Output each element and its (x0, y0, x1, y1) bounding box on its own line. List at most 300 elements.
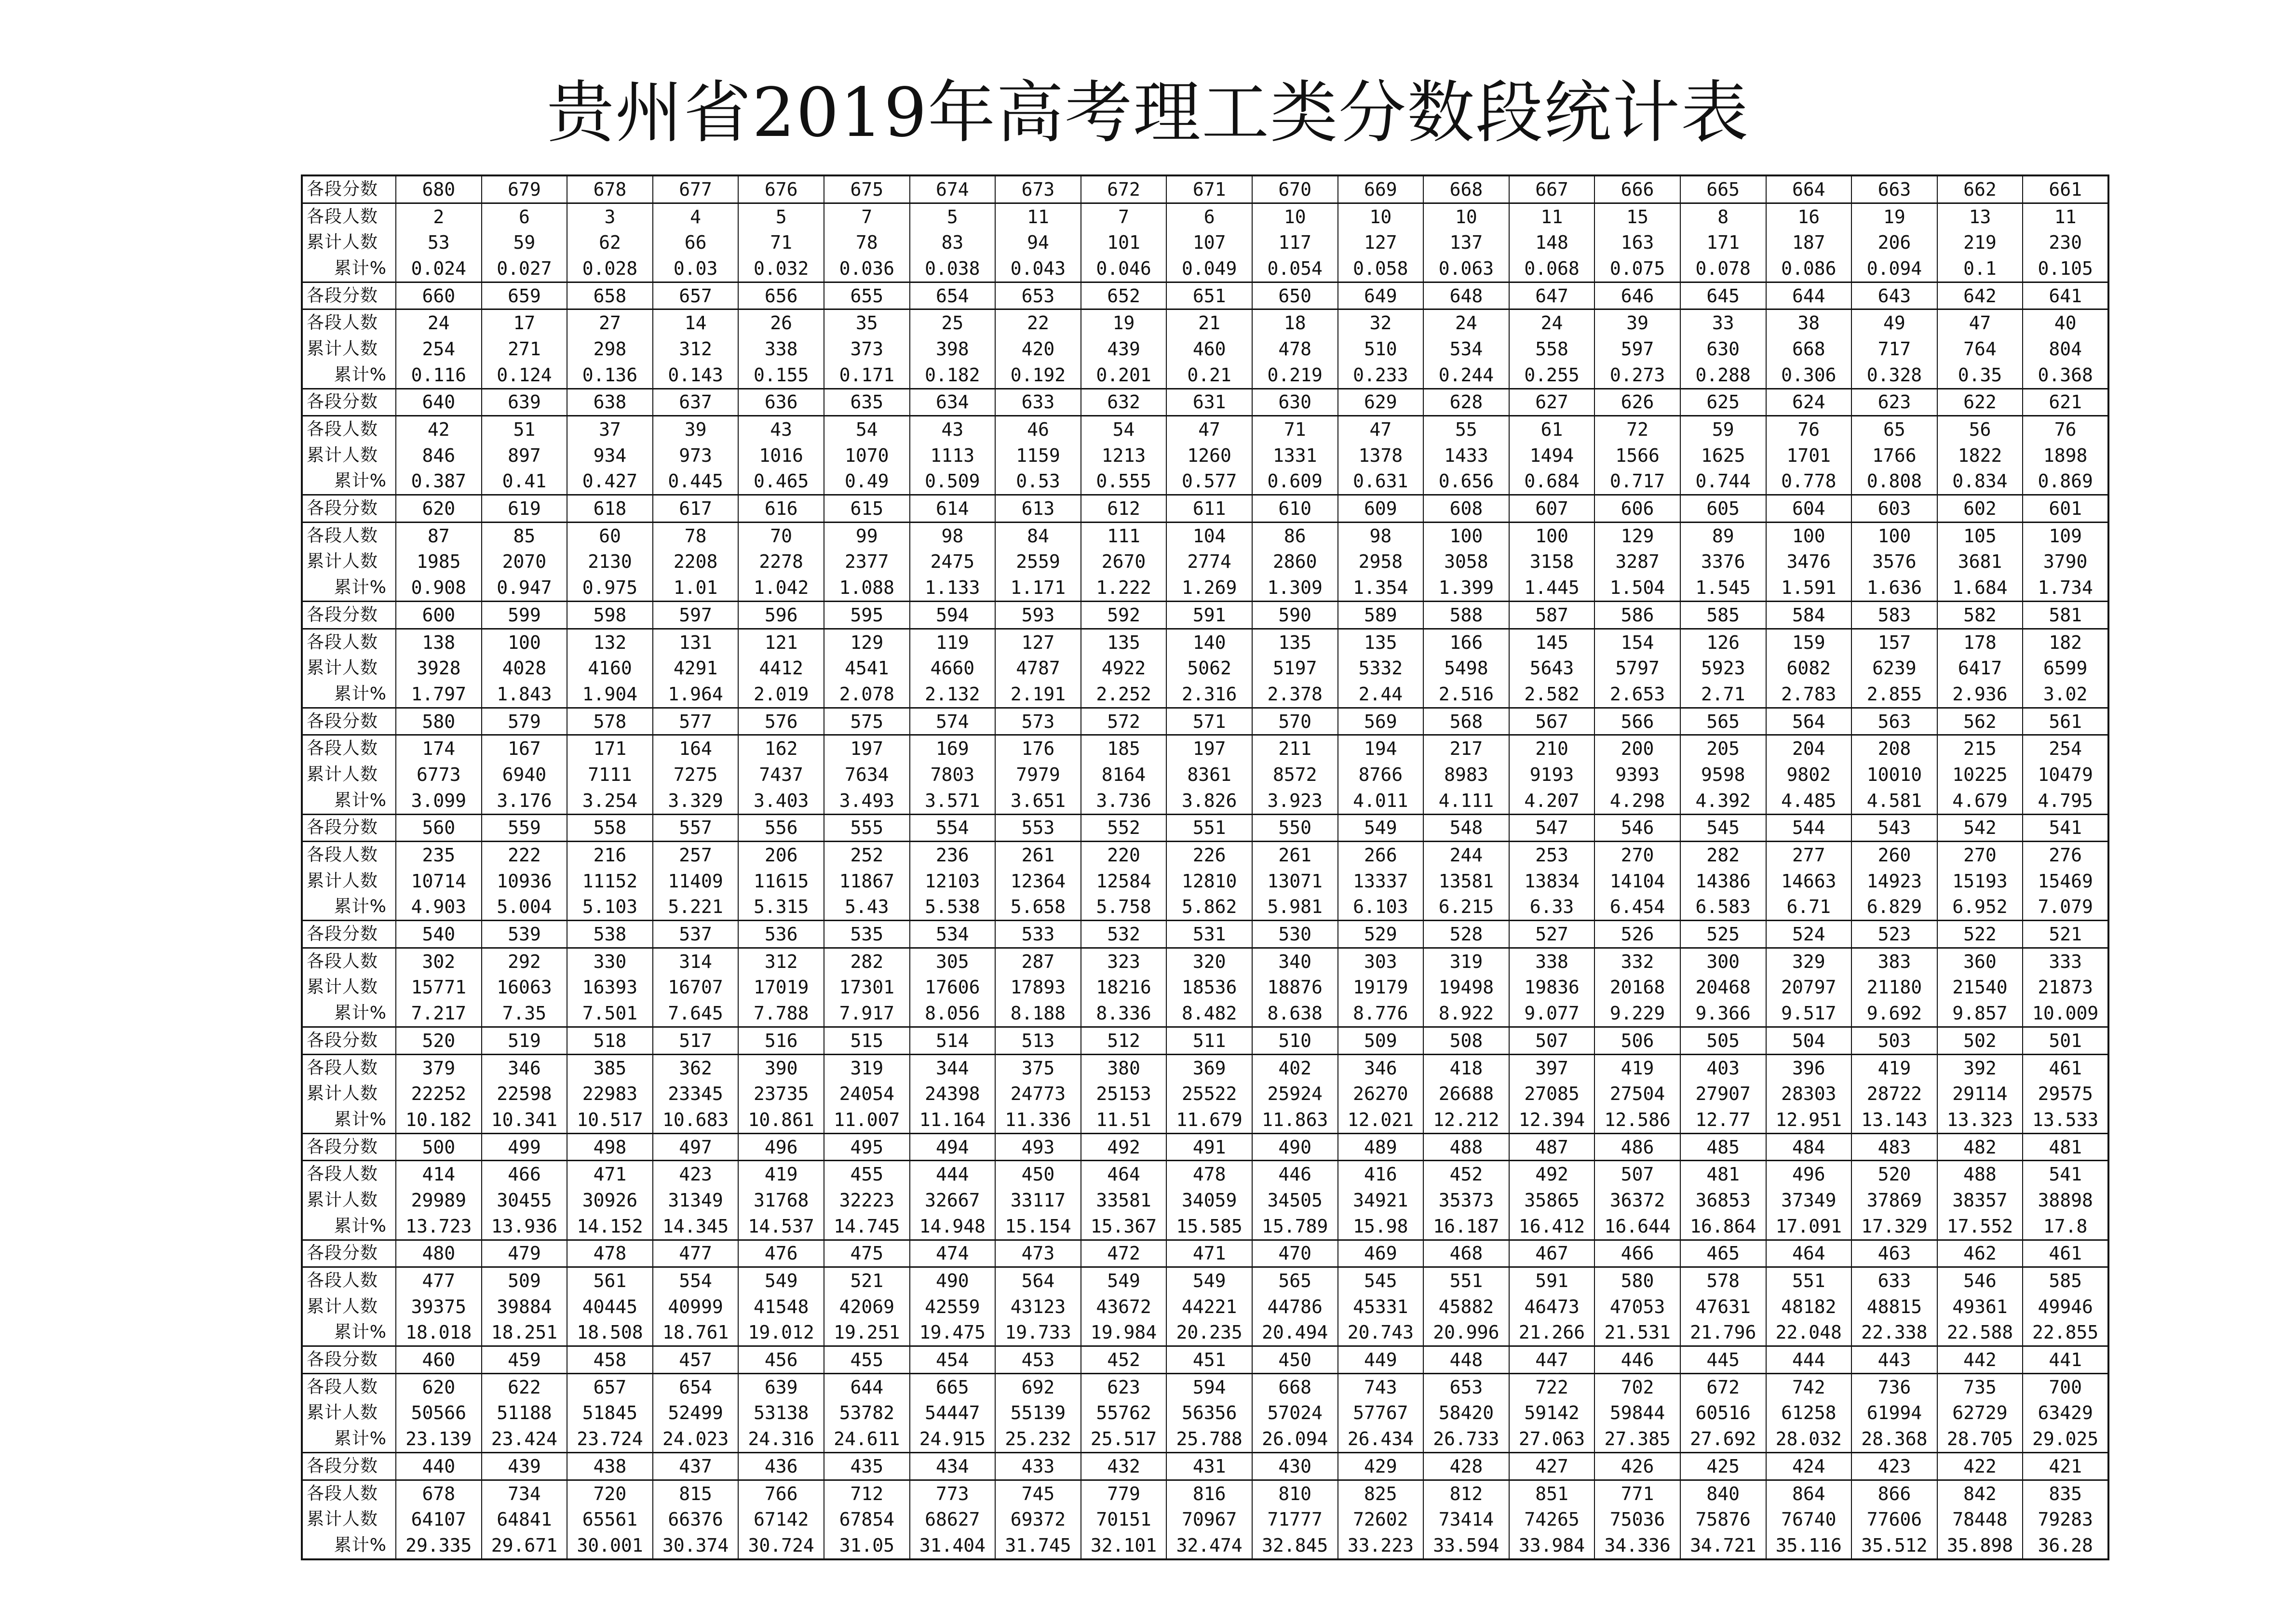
percent-cell: 6.952 (1937, 894, 2023, 921)
count-cell: 329 (1766, 948, 1852, 974)
cumulative-row (302, 762, 2108, 788)
cumulative-cell: 6940 (482, 762, 567, 788)
cumulative-cell: 460 (1166, 336, 1252, 362)
cumulative-cell: 4160 (567, 655, 653, 681)
score-cell: 653 (995, 282, 1081, 309)
score-cell: 594 (910, 602, 996, 629)
cumulative-cell: 42069 (824, 1294, 910, 1320)
count-row (302, 1161, 2108, 1187)
cumulative-row (302, 229, 2108, 255)
count-cell: 692 (995, 1373, 1081, 1400)
cumulative-cell: 7111 (567, 762, 653, 788)
count-cell: 2 (396, 203, 482, 229)
percent-cell: 25.232 (995, 1426, 1081, 1452)
count-cell: 6 (482, 203, 567, 229)
percent-row (302, 575, 2108, 601)
percent-cell: 3.403 (738, 788, 824, 814)
percent-cell: 1.964 (653, 681, 739, 708)
percent-cell: 9.229 (1594, 1000, 1680, 1027)
count-cell: 549 (738, 1267, 824, 1294)
count-cell: 423 (653, 1161, 739, 1187)
percent-cell: 0.201 (1081, 362, 1167, 389)
score-cell: 443 (1851, 1346, 1937, 1374)
cumulative-cell: 8766 (1338, 762, 1424, 788)
count-cell: 320 (1166, 948, 1252, 974)
count-cell: 39 (1594, 309, 1680, 336)
score-distribution-table (301, 174, 2109, 1560)
count-cell: 580 (1594, 1267, 1680, 1294)
score-cell: 507 (1509, 1027, 1595, 1055)
cumulative-cell: 4922 (1081, 655, 1167, 681)
score-cell: 509 (1338, 1027, 1424, 1055)
count-cell: 176 (995, 735, 1081, 762)
count-cell: 105 (1937, 522, 2023, 549)
count-cell: 194 (1338, 735, 1424, 762)
cumulative-cell: 7803 (910, 762, 996, 788)
score-cell: 551 (1166, 814, 1252, 842)
cumulative-cell: 4028 (482, 655, 567, 681)
percent-cell: 16.412 (1509, 1213, 1595, 1240)
percent-cell: 31.404 (910, 1532, 996, 1559)
cumulative-cell: 83 (910, 229, 996, 255)
cumulative-cell: 12103 (910, 868, 996, 894)
count-cell: 65 (1851, 416, 1937, 443)
count-cell: 623 (1081, 1373, 1167, 1400)
percent-cell: 6.215 (1423, 894, 1509, 921)
cumulative-cell: 53782 (824, 1400, 910, 1426)
cumulative-cell: 43672 (1081, 1294, 1167, 1320)
cumulative-cell: 11867 (824, 868, 910, 894)
count-cell: 140 (1166, 629, 1252, 655)
percent-cell: 7.788 (738, 1000, 824, 1027)
percent-cell: 0.53 (995, 469, 1081, 495)
cumulative-cell: 478 (1252, 336, 1338, 362)
percent-cell: 25.517 (1081, 1426, 1167, 1452)
percent-cell: 20.235 (1166, 1320, 1252, 1346)
cumulative-cell: 5923 (1680, 655, 1766, 681)
percent-cell: 5.758 (1081, 894, 1167, 921)
count-cell: 100 (1851, 522, 1937, 549)
cumulative-cell: 47631 (1680, 1294, 1766, 1320)
count-cell: 375 (995, 1054, 1081, 1081)
cumulative-row-label: 累计人数 (302, 1081, 396, 1107)
count-cell: 220 (1081, 842, 1167, 868)
percent-cell: 0.043 (995, 255, 1081, 282)
score-cell: 606 (1594, 495, 1680, 523)
cumulative-cell: 1113 (910, 443, 996, 469)
cumulative-cell: 33581 (1081, 1187, 1167, 1213)
percent-cell: 3.254 (567, 788, 653, 814)
cumulative-cell: 35373 (1423, 1187, 1509, 1213)
score-cell: 639 (482, 389, 567, 416)
percent-cell: 35.116 (1766, 1532, 1852, 1559)
cumulative-cell: 3681 (1937, 549, 2023, 575)
score-cell: 649 (1338, 282, 1424, 309)
cumulative-cell: 52499 (653, 1400, 739, 1426)
percent-cell: 4.207 (1509, 788, 1595, 814)
cumulative-cell: 67142 (738, 1506, 824, 1532)
count-cell: 362 (653, 1054, 739, 1081)
percent-cell: 0.171 (824, 362, 910, 389)
cumulative-cell: 101 (1081, 229, 1167, 255)
score-cell: 646 (1594, 282, 1680, 309)
cumulative-cell: 33117 (995, 1187, 1081, 1213)
cumulative-cell: 36372 (1594, 1187, 1680, 1213)
score-cell: 580 (396, 708, 482, 735)
score-cell: 667 (1509, 175, 1595, 203)
percent-cell: 0.244 (1423, 362, 1509, 389)
percent-cell: 18.251 (482, 1320, 567, 1346)
score-row-label: 各段分数 (302, 175, 396, 203)
score-row (302, 495, 2108, 523)
cumulative-cell: 127 (1338, 229, 1424, 255)
cumulative-cell: 38898 (2023, 1187, 2108, 1213)
percent-cell: 0.387 (396, 469, 482, 495)
count-cell: 37 (567, 416, 653, 443)
count-cell: 7 (1081, 203, 1167, 229)
count-cell: 211 (1252, 735, 1338, 762)
count-cell: 545 (1338, 1267, 1424, 1294)
score-cell: 584 (1766, 602, 1852, 629)
count-cell: 419 (1594, 1054, 1680, 1081)
score-cell: 581 (2023, 602, 2108, 629)
score-cell: 593 (995, 602, 1081, 629)
cumulative-cell: 46473 (1509, 1294, 1595, 1320)
score-row-label: 各段分数 (302, 1346, 396, 1374)
percent-cell: 1.01 (653, 575, 739, 601)
count-cell: 132 (567, 629, 653, 655)
score-cell: 659 (482, 282, 567, 309)
count-cell: 564 (995, 1267, 1081, 1294)
score-cell: 579 (482, 708, 567, 735)
cumulative-cell: 16707 (653, 975, 739, 1001)
count-cell: 84 (995, 522, 1081, 549)
score-cell: 592 (1081, 602, 1167, 629)
count-cell: 145 (1509, 629, 1595, 655)
percent-cell: 3.176 (482, 788, 567, 814)
count-cell: 185 (1081, 735, 1167, 762)
count-cell: 197 (1166, 735, 1252, 762)
percent-cell: 5.103 (567, 894, 653, 921)
count-cell: 369 (1166, 1054, 1252, 1081)
percent-cell: 0.105 (2023, 255, 2108, 282)
count-cell: 665 (910, 1373, 996, 1400)
cumulative-cell: 22598 (482, 1081, 567, 1107)
score-cell: 662 (1937, 175, 2023, 203)
percent-cell: 24.611 (824, 1426, 910, 1452)
count-cell: 742 (1766, 1373, 1852, 1400)
percent-cell: 4.485 (1766, 788, 1852, 814)
percent-cell: 3.329 (653, 788, 739, 814)
percent-cell: 0.027 (482, 255, 567, 282)
cumulative-cell: 17019 (738, 975, 824, 1001)
percent-cell: 0.368 (2023, 362, 2108, 389)
percent-cell: 32.474 (1166, 1532, 1252, 1559)
count-cell: 565 (1252, 1267, 1338, 1294)
percent-cell: 15.367 (1081, 1213, 1167, 1240)
count-cell: 461 (2023, 1054, 2108, 1081)
score-cell: 484 (1766, 1133, 1852, 1161)
count-cell: 346 (482, 1054, 567, 1081)
count-cell: 825 (1338, 1480, 1424, 1506)
percent-cell: 0.028 (567, 255, 653, 282)
count-cell: 591 (1509, 1267, 1595, 1294)
score-row-label: 各段分数 (302, 708, 396, 735)
score-cell: 516 (738, 1027, 824, 1055)
score-cell: 487 (1509, 1133, 1595, 1161)
percent-cell: 4.392 (1680, 788, 1766, 814)
cumulative-cell: 14104 (1594, 868, 1680, 894)
score-cell: 661 (2023, 175, 2108, 203)
count-cell: 276 (2023, 842, 2108, 868)
percent-row (302, 255, 2108, 282)
page-title: 贵州省2019年高考理工类分数段统计表 (546, 74, 1750, 152)
percent-cell: 6.829 (1851, 894, 1937, 921)
score-cell: 439 (482, 1453, 567, 1480)
score-cell: 600 (396, 602, 482, 629)
score-cell: 435 (824, 1453, 910, 1480)
percent-cell: 9.857 (1937, 1000, 2023, 1027)
score-cell: 537 (653, 921, 739, 948)
percent-cell: 0.744 (1680, 469, 1766, 495)
percent-cell: 0.143 (653, 362, 739, 389)
cumulative-cell: 420 (995, 336, 1081, 362)
count-cell: 11 (995, 203, 1081, 229)
score-cell: 452 (1081, 1346, 1167, 1374)
score-cell: 453 (995, 1346, 1081, 1374)
score-cell: 591 (1166, 602, 1252, 629)
percent-cell: 0.35 (1937, 362, 2023, 389)
score-cell: 458 (567, 1346, 653, 1374)
count-cell: 282 (1680, 842, 1766, 868)
score-cell: 506 (1594, 1027, 1680, 1055)
cumulative-row-label: 累计人数 (302, 868, 396, 894)
percent-cell: 0.427 (567, 469, 653, 495)
count-cell: 332 (1594, 948, 1680, 974)
cumulative-cell: 26270 (1338, 1081, 1424, 1107)
percent-cell: 30.374 (653, 1532, 739, 1559)
cumulative-row (302, 1081, 2108, 1107)
count-cell: 450 (995, 1161, 1081, 1187)
cumulative-cell: 31349 (653, 1187, 739, 1213)
count-cell: 466 (482, 1161, 567, 1187)
count-cell: 100 (482, 629, 567, 655)
cumulative-cell: 846 (396, 443, 482, 469)
score-cell: 465 (1680, 1240, 1766, 1267)
cumulative-cell: 76740 (1766, 1506, 1852, 1532)
score-cell: 493 (995, 1133, 1081, 1161)
percent-cell: 5.862 (1166, 894, 1252, 921)
score-cell: 622 (1937, 389, 2023, 416)
count-cell: 86 (1252, 522, 1338, 549)
percent-cell: 12.021 (1338, 1107, 1424, 1133)
score-cell: 564 (1766, 708, 1852, 735)
score-cell: 604 (1766, 495, 1852, 523)
count-cell: 379 (396, 1054, 482, 1081)
percent-cell: 8.482 (1166, 1000, 1252, 1027)
score-cell: 640 (396, 389, 482, 416)
score-cell: 627 (1509, 389, 1595, 416)
count-cell: 43 (738, 416, 824, 443)
count-cell: 197 (824, 735, 910, 762)
percent-row (302, 894, 2108, 921)
percent-cell: 1.504 (1594, 575, 1680, 601)
cumulative-cell: 49361 (1937, 1294, 2023, 1320)
count-cell: 477 (396, 1267, 482, 1294)
percent-cell: 0.032 (738, 255, 824, 282)
cumulative-cell: 4412 (738, 655, 824, 681)
score-cell: 468 (1423, 1240, 1509, 1267)
cumulative-row (302, 1506, 2108, 1532)
cumulative-cell: 30455 (482, 1187, 567, 1213)
cumulative-row (302, 975, 2108, 1001)
cumulative-cell: 39884 (482, 1294, 567, 1320)
score-cell: 571 (1166, 708, 1252, 735)
count-cell: 10 (1423, 203, 1509, 229)
percent-cell: 11.336 (995, 1107, 1081, 1133)
count-cell: 323 (1081, 948, 1167, 974)
count-cell: 385 (567, 1054, 653, 1081)
score-cell: 426 (1594, 1453, 1680, 1480)
cumulative-cell: 1822 (1937, 443, 2023, 469)
count-row (302, 842, 2108, 868)
cumulative-cell: 26688 (1423, 1081, 1509, 1107)
score-cell: 638 (567, 389, 653, 416)
percent-cell: 0.063 (1423, 255, 1509, 282)
percent-cell: 29.335 (396, 1532, 482, 1559)
score-cell: 529 (1338, 921, 1424, 948)
count-cell: 111 (1081, 522, 1167, 549)
cumulative-cell: 510 (1338, 336, 1424, 362)
cumulative-cell: 19836 (1509, 975, 1595, 1001)
score-cell: 504 (1766, 1027, 1852, 1055)
cumulative-cell: 62 (567, 229, 653, 255)
percent-row (302, 1320, 2108, 1346)
percent-cell: 7.917 (824, 1000, 910, 1027)
cumulative-cell: 50566 (396, 1400, 482, 1426)
count-cell: 46 (995, 416, 1081, 443)
score-cell: 558 (567, 814, 653, 842)
percent-cell: 3.826 (1166, 788, 1252, 814)
count-cell: 851 (1509, 1480, 1595, 1506)
score-cell: 471 (1166, 1240, 1252, 1267)
count-cell: 254 (2023, 735, 2108, 762)
score-cell: 536 (738, 921, 824, 948)
score-cell: 481 (2023, 1133, 2108, 1161)
cumulative-cell: 5197 (1252, 655, 1338, 681)
cumulative-cell: 12364 (995, 868, 1081, 894)
count-cell: 253 (1509, 842, 1595, 868)
score-cell: 500 (396, 1133, 482, 1161)
count-cell: 561 (567, 1267, 653, 1294)
count-cell: 260 (1851, 842, 1937, 868)
percent-cell: 8.922 (1423, 1000, 1509, 1027)
score-cell: 542 (1937, 814, 2023, 842)
percent-cell: 19.984 (1081, 1320, 1167, 1346)
percent-cell: 2.316 (1166, 681, 1252, 708)
count-cell: 19 (1851, 203, 1937, 229)
score-cell: 636 (738, 389, 824, 416)
percent-cell: 13.533 (2023, 1107, 2108, 1133)
cumulative-cell: 230 (2023, 229, 2108, 255)
cumulative-cell: 61258 (1766, 1400, 1852, 1426)
score-cell: 480 (396, 1240, 482, 1267)
cumulative-cell: 73414 (1423, 1506, 1509, 1532)
cumulative-cell: 75036 (1594, 1506, 1680, 1532)
count-row-label: 各段人数 (302, 1054, 396, 1081)
cumulative-cell: 24054 (824, 1081, 910, 1107)
count-cell: 455 (824, 1161, 910, 1187)
score-cell: 586 (1594, 602, 1680, 629)
percent-cell: 33.594 (1423, 1532, 1509, 1559)
score-cell: 630 (1252, 389, 1338, 416)
percent-cell: 1.636 (1851, 575, 1937, 601)
percent-cell: 0.068 (1509, 255, 1595, 282)
count-cell: 76 (2023, 416, 2108, 443)
cumulative-row-label: 累计人数 (302, 1506, 396, 1532)
count-cell: 121 (738, 629, 824, 655)
percent-cell: 22.588 (1937, 1320, 2023, 1346)
cumulative-cell: 53138 (738, 1400, 824, 1426)
count-row (302, 1054, 2108, 1081)
cumulative-cell: 11409 (653, 868, 739, 894)
cumulative-cell: 1070 (824, 443, 910, 469)
cumulative-cell: 163 (1594, 229, 1680, 255)
percent-cell: 4.903 (396, 894, 482, 921)
percent-cell: 0.182 (910, 362, 996, 389)
score-cell: 648 (1423, 282, 1509, 309)
cumulative-cell: 94 (995, 229, 1081, 255)
score-row (302, 1133, 2108, 1161)
cumulative-cell: 1331 (1252, 443, 1338, 469)
cumulative-cell: 32223 (824, 1187, 910, 1213)
count-row-label: 各段人数 (302, 1373, 396, 1400)
percent-cell: 0.947 (482, 575, 567, 601)
score-cell: 444 (1766, 1346, 1852, 1374)
percent-cell: 2.855 (1851, 681, 1937, 708)
percent-cell: 4.795 (2023, 788, 2108, 814)
cumulative-cell: 934 (567, 443, 653, 469)
cumulative-row (302, 655, 2108, 681)
score-cell: 610 (1252, 495, 1338, 523)
cumulative-cell: 25522 (1166, 1081, 1252, 1107)
count-cell: 340 (1252, 948, 1338, 974)
count-cell: 815 (653, 1480, 739, 1506)
percent-cell: 1.445 (1509, 575, 1595, 601)
cumulative-cell: 41548 (738, 1294, 824, 1320)
score-cell: 475 (824, 1240, 910, 1267)
percent-cell: 10.341 (482, 1107, 567, 1133)
score-cell: 456 (738, 1346, 824, 1374)
percent-cell: 0.155 (738, 362, 824, 389)
percent-cell: 8.638 (1252, 1000, 1338, 1027)
count-cell: 24 (396, 309, 482, 336)
percent-cell: 1.545 (1680, 575, 1766, 601)
score-cell: 557 (653, 814, 739, 842)
percent-cell: 1.309 (1252, 575, 1338, 601)
percent-cell: 0.094 (1851, 255, 1937, 282)
cumulative-cell: 69372 (995, 1506, 1081, 1532)
cumulative-cell: 254 (396, 336, 482, 362)
percent-cell: 17.091 (1766, 1213, 1852, 1240)
score-cell: 512 (1081, 1027, 1167, 1055)
percent-cell: 9.077 (1509, 1000, 1595, 1027)
cumulative-cell: 43123 (995, 1294, 1081, 1320)
percent-cell: 14.152 (567, 1213, 653, 1240)
percent-cell: 8.056 (910, 1000, 996, 1027)
cumulative-cell: 10225 (1937, 762, 2023, 788)
count-row-label: 各段人数 (302, 309, 396, 336)
